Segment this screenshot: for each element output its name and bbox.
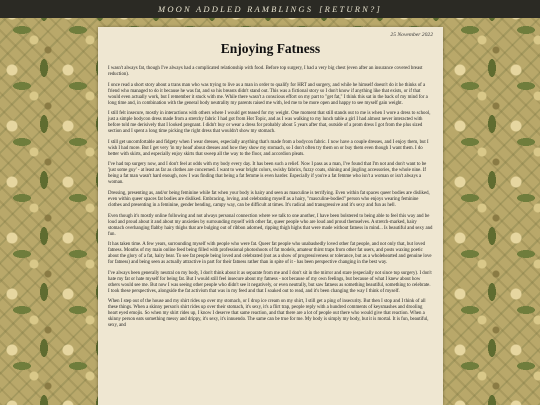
return-link[interactable]: [RETURN?] xyxy=(319,4,382,14)
post-paragraph: I still felt insecure, mostly in interactions with others where I would get teased for my weight. One moment that still stands out to me is when I wore a dress to school, just a simple bodycon dress made from a stretchy fabric I had got from Hot Topic, and as I was walking to my lunch table a girl I had almost never interacted with before told me derisively that I looked pregnant. I didn't buy or wear a dress for probably about 5 years after that, outside of a prom dress I got from the plus sized section and I spent a long time picking the right dress that wouldn't show my stomach. xyxy=(108,111,431,135)
post-body xyxy=(108,66,433,329)
post-paragraph: I once read a short story about a trans man who was trying to live as a man in order to qualify for HRT and surgery, and while he himself doesn't do it he thinks of a friend who managed to do it because he was fat, and so his breasts didn't stand out. This was a fictional story so I don't know if anything like that exists, or if that would even actually work, but I remember it stuck with me. While there wasn't a conscious effort on my part to "get fat," I think this sat in the back of my mind for a long time and, in combination with the general body neutrality my parents raised me with, led me to be more open and happy to see myself gain weight. xyxy=(108,82,428,106)
post-paragraph: I wasn't always fat, though I've always had a complicated relationship with food. Before top surgery, I had a very big chest (even after an insurance covered breast reduction). xyxy=(108,66,423,77)
post-paragraph: I've had top surgery now, and I don't feel at odds with my body every day. It has been such a relief. Now I pass as a man, I've found that I'm not and don't want to be 'just some guy' - at least as far as clothes are concerned. I want to wear bright colors, swishy fabrics, fuzzy coats, shining and jingling accessories, the whole nine. If being a fat man wasn't hard enough, now I was finding that being a fat femme is even harder. Especially if you're a fat femme who isn't a woman or isn't always a woman. xyxy=(108,162,427,186)
post-date: 25 November 2022 xyxy=(390,32,433,38)
post-paragraph: When I step out of the house and my shirt rides up over my stomach, or I drop ice cream on my shirt, I still get a ping of insecurity. But then I stop and I think of all these things. When a skinny person's shirt rides up over their stomach, it's sexy, it's a flirt trap, people reply with a hundred comments of keysmashes and drooling heart eyed emojis. So when my shirt rides up, I know I deserve that same reaction, and that there are a lot of people out there who would give that reaction. When a skinny person eats something messy and drippy, it's sexy, it's innuendo. The same can be true for me. My body is simply my body, but it is mortal. It is fun, beautiful, sexy, and xyxy=(108,299,429,329)
post-title: Enjoying Fatness xyxy=(220,41,321,56)
post-paragraph: Dressing, presenting as, and/or being feminine while fat when your body is hairy and seen as masculine is terrifying. Even within fat spaces queer bodies are disliked, even within queer spaces fat bodies are disliked. Embracing, loving, and celebrating myself as a hairy, "masculine-bodied" person who enjoys wearing feminine clothes and presenting in a feminine, gender bending, campy way, can be difficult at times. It's radical and transgressive and it's sexy and fun as hell. xyxy=(108,190,430,208)
site-title: MOON ADDLED RAMBLINGS xyxy=(158,4,314,14)
post-paragraph: I still get uncomfortable and fidgety when I wear dresses, especially anything that's made from a bodycon fabric. I now have a couple dresses, and I enjoy them, but I wish I had more. But I get very 'in my head' about dresses and how they show my stomach, so I don't often try them on or buy them even though I want them. I do better with skirts, and especially enjoy skirts that sweep all the way to the floor, and accordion pleats. xyxy=(108,139,429,157)
site-header-bar xyxy=(0,0,540,18)
post-page xyxy=(98,27,443,405)
post-paragraph: I've always been generally neutral on my body, I don't think about it as separate from me and I don't sit in the mirror and stare (especially not since top surgery). I don't hate my fat or hate myself for being fat. But I would still feel insecure about my fatness - not because of my own feelings, but because of what I knew about how others would see me. But now I was seeing other people who didn't see it negatively, or even neutrally, but saw fatness as something beautiful, something to celebrate. I took these perspectives, alongside the fat activism that was in my feed and that I soaked out to read, and it's been changing the way I think of myself. xyxy=(108,270,432,294)
post-paragraph: It has taken time. A few years, surrounding myself with people who were fat. Queer fat people who unabashedly loved other fat people, and not only that, but loved fatness. Months of my main online feed being filled with professional photoshoots of fat models, amateur thirst traps from other fat users, and posts waxing poetic about the glory of a fat, hairy bear. To see fat people being loved and celebrated (not as a show of progressiveness or tolerance, but as a wholehearted and genuine love for fatness) and being seen as actually attractive in part for their fatness rather than in spite of it - has been perspective changing in the best way. xyxy=(108,242,432,266)
post-paragraph: Even though it's mostly online following and not always personal connection where we talk to one another, I have been bolstered to being able to feel this way and be loud and proud about it and about my anxieties by surrounding myself with other fat, queer people who are loud and proud themselves. A stretch-marked, hairy stomach overhanging flabby hairy thighs that are bulging out of ribbon adorned, ripping thigh highs that were made without fatness in mind... Is beautiful and sexy and fun. xyxy=(108,213,433,237)
